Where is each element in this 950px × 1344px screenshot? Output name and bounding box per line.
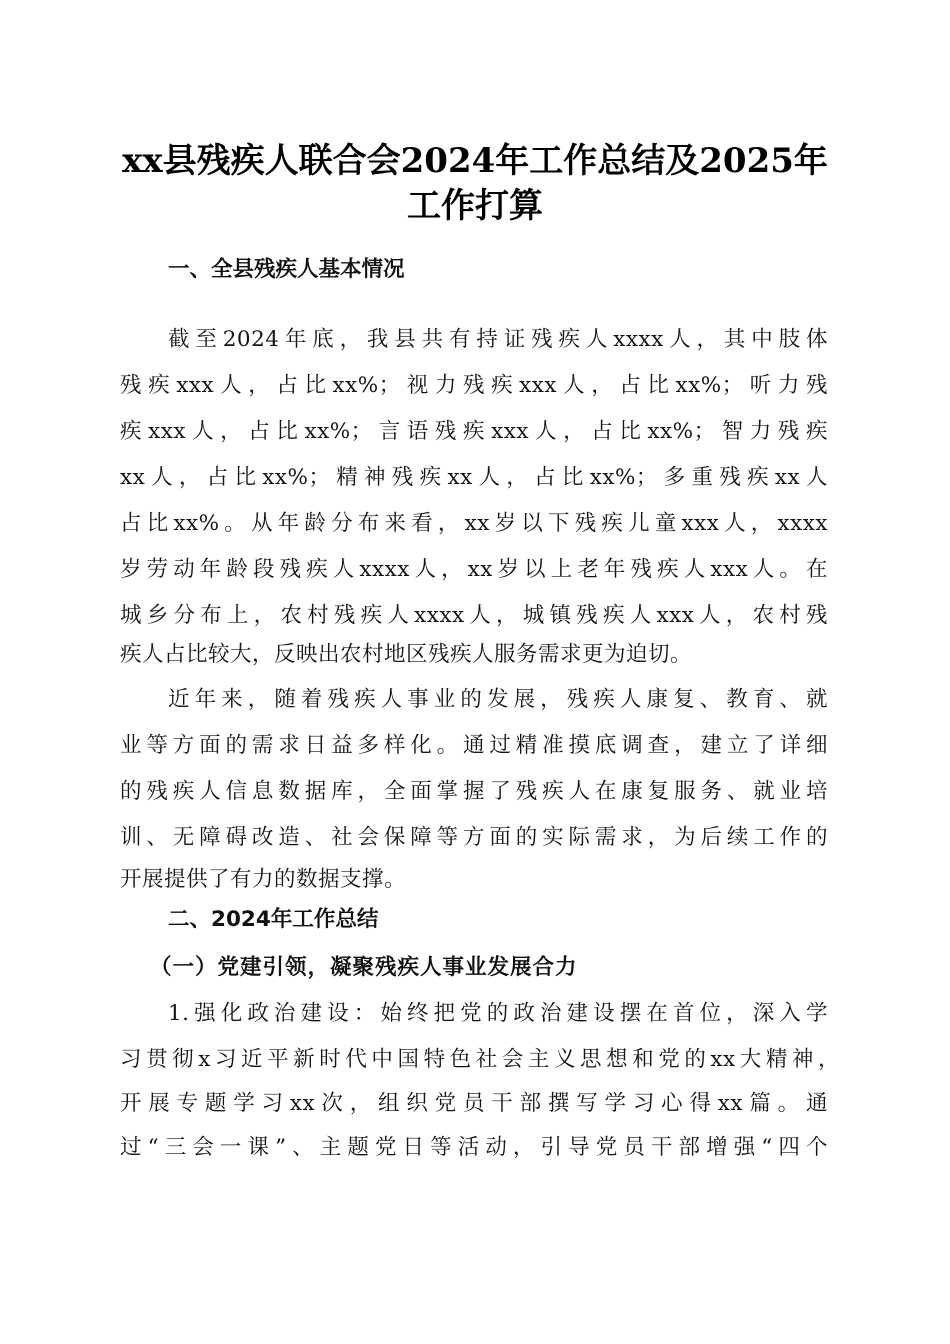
paragraph-line: 疾人占比较大，反映出农村地区残疾人服务需求更为迫切。 [120,642,693,667]
paragraph-line: 岁劳动年龄段残疾人xxxx人，xx岁以上老年残疾人xxx人。在 [120,557,828,582]
paragraph-line: 过“三会一课”、主题党日等活动，引导党员干部增强“四个 [120,1135,828,1160]
title-text: xx县残疾人联合会2024年工作总结及2025年 [122,141,828,181]
paragraph-line: xx人，占比xx%；精神残疾xx人，占比xx%；多重残疾xx人 [120,465,828,490]
title-text: 工作打算 [407,186,543,226]
paragraph-line: 残疾xxx人，占比xx%；视力残疾xxx人，占比xx%；听力残 [120,373,828,398]
section-heading-2024-summary: 二、2024年工作总结 [168,907,379,932]
paragraph-line: 疾xxx人，占比xx%；言语残疾xxx人，占比xx%；智力残疾 [120,419,828,444]
document-title-line-1 [100,138,850,184]
paragraph-line: 占比xx%。从年龄分布来看，xx岁以下残疾儿童xxx人，xxxx [120,511,828,536]
paragraph-line: 的残疾人信息数据库，全面掌握了残疾人在康复服务、就业培 [120,779,828,804]
section-heading-basic-situation: 一、全县残疾人基本情况 [168,257,405,282]
paragraph-line: 习贯彻x习近平新时代中国特色社会主义思想和党的xx大精神， [120,1047,840,1072]
paragraph-line: 业等方面的需求日益多样化。通过精准摸底调查，建立了详细 [120,733,828,758]
paragraph-line: 开展提供了有力的数据支撑。 [120,867,407,892]
paragraph-line: 训、无障碍改造、社会保障等方面的实际需求，为后续工作的 [120,825,828,850]
document-title-line-2 [100,183,850,229]
subsection-heading-party-building: （一）党建引领，凝聚残疾人事业发展合力 [150,955,578,980]
paragraph-line: 城乡分布上，农村残疾人xxxx人，城镇残疾人xxx人，农村残 [120,603,828,628]
paragraph-line: 截至2024年底，我县共有持证残疾人xxxx人，其中肢体 [168,327,828,352]
paragraph-line: 开展专题学习xx次，组织党员干部撰写学习心得xx篇。通 [120,1091,828,1116]
paragraph-line: 1.强化政治建设：始终把党的政治建设摆在首位，深入学 [168,1001,828,1026]
paragraph-line: 近年来，随着残疾人事业的发展，残疾人康复、教育、就 [168,687,828,712]
